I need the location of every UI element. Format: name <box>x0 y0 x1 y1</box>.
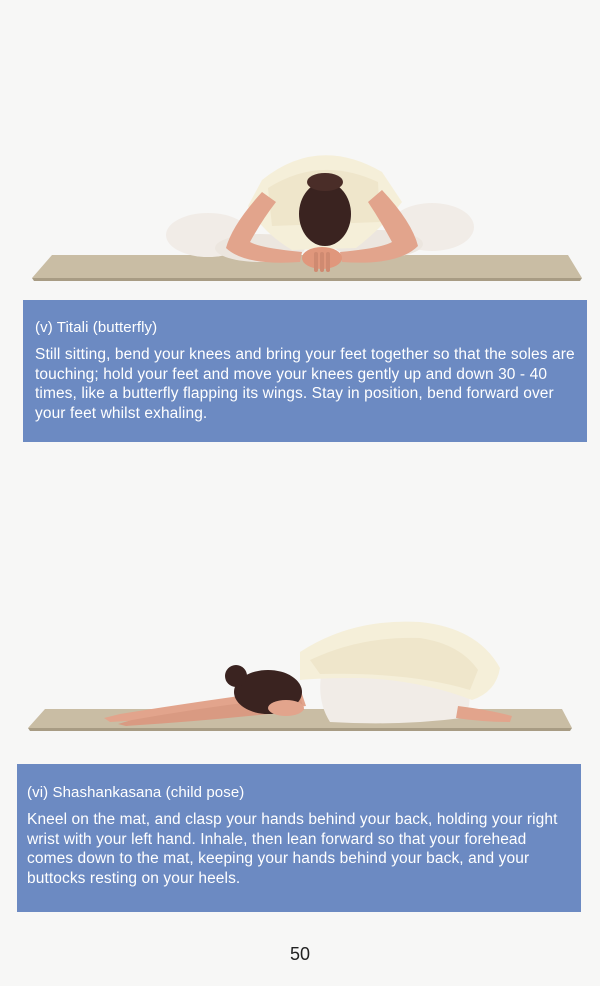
pose-title: (v) Titali (butterfly) <box>35 319 158 336</box>
pose-description-box <box>17 764 581 912</box>
butterfly-pose-photo <box>0 130 600 290</box>
pose-description: Still sitting, bend your knees and bring your feet together so that the soles are touching; hold your feet and move your knees gently up and down 30 - 40 times, like a butterfly flapping its wings. Stay in position, bend forward over your feet whilst exhaling. <box>35 346 575 422</box>
pose-description: Kneel on the mat, and clasp your hands behind your back, holding your right wrist with your left hand. Inhale, then lean forward so that your forehead comes down to the mat, keeping your hands behind your back, and your buttocks resting on your heels. <box>27 811 558 887</box>
pose-description-box <box>23 300 587 442</box>
child-pose-photo <box>0 610 600 750</box>
head-hair <box>299 182 351 246</box>
page-number: 50 <box>289 944 311 964</box>
pose-title: (vi) Shashankasana (child pose) <box>27 784 245 801</box>
